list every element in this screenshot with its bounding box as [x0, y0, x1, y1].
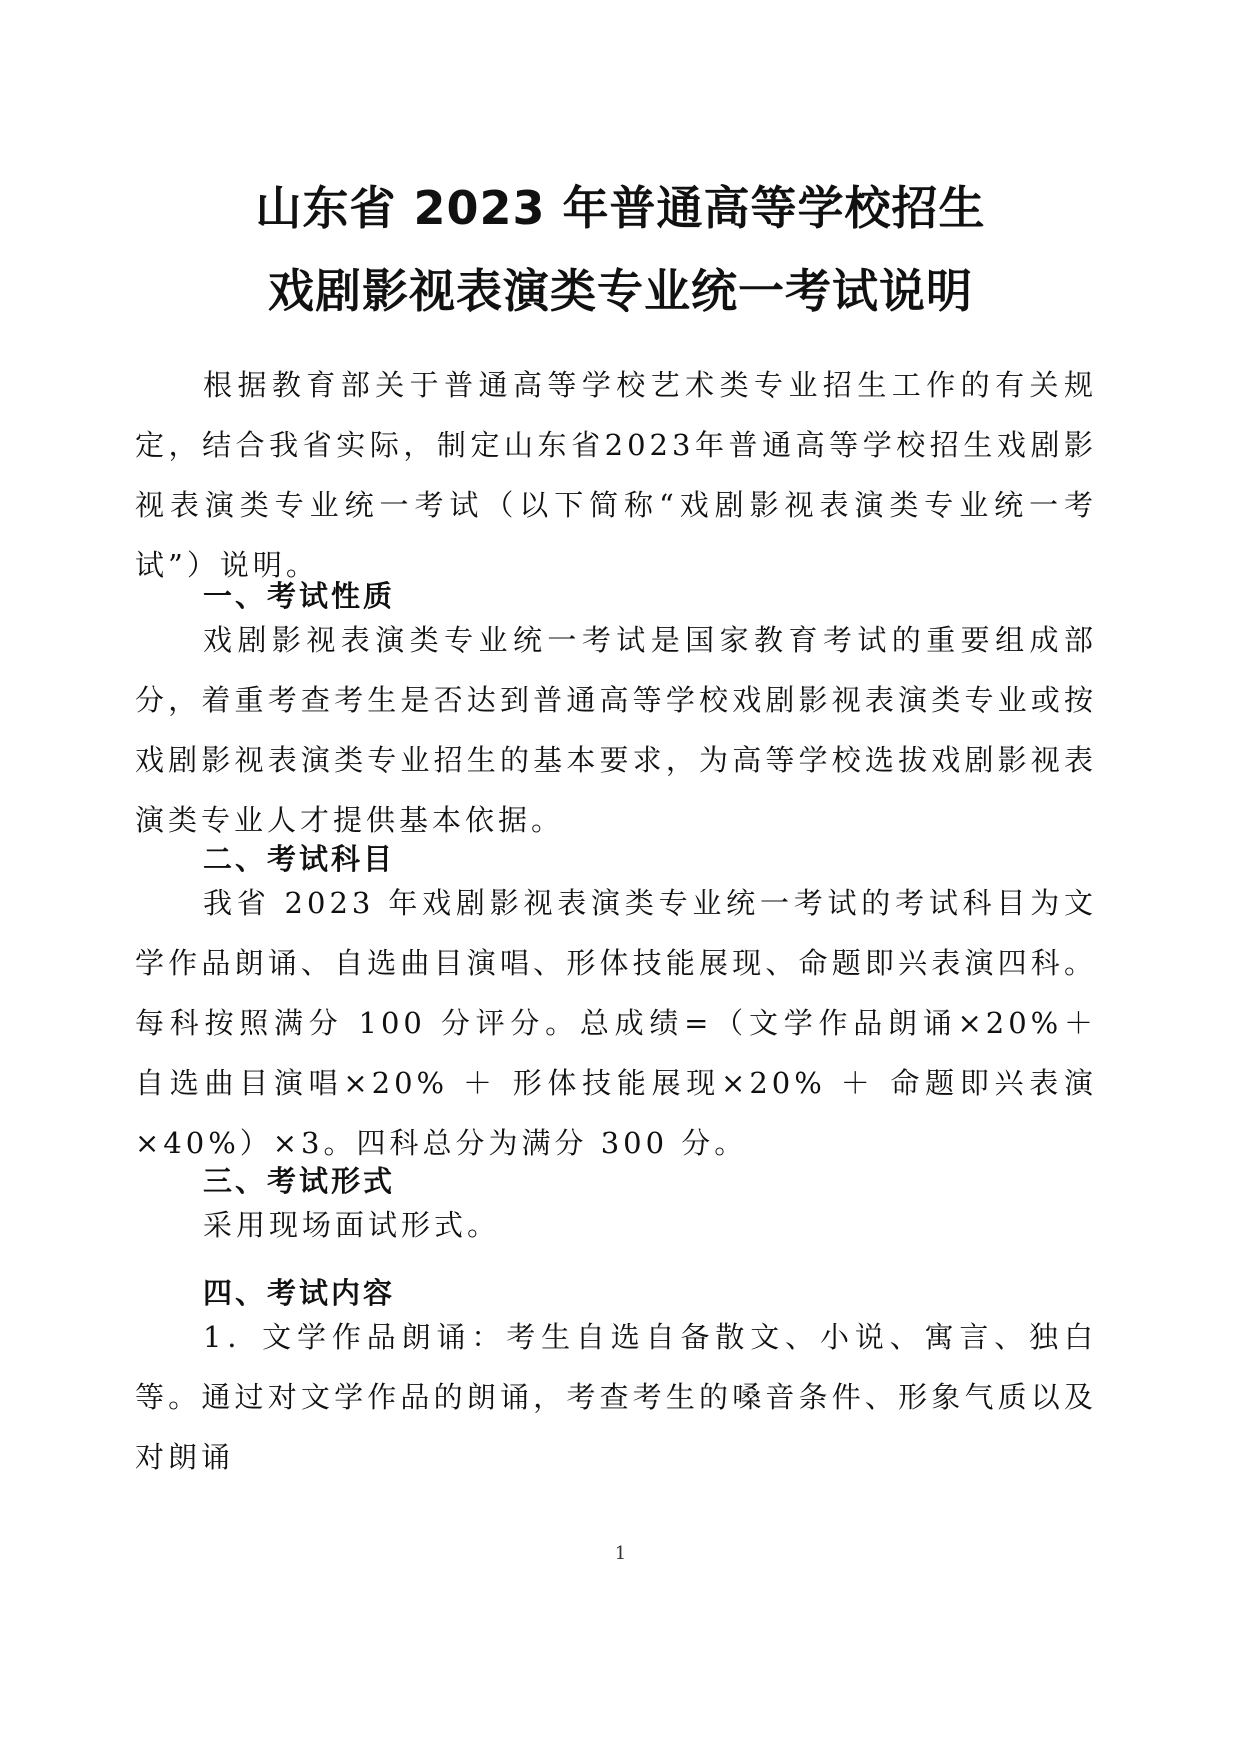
section-body-nature: 戏剧影视表演类专业统一考试是国家教育考试的重要组成部分，着重考查考生是否达到普通高等学校戏剧影视表演类专业或按戏剧影视表演类专业招生的基本要求，为高等学校选拔戏剧影视表演类专业人才提供基本依据。	[135, 623, 1097, 837]
document-title-line-2: 戏剧影视表演类专业统一考试说明	[268, 264, 973, 318]
intro-paragraph: 根据教育部关于普通高等学校艺术类专业招生工作的有关规定，结合我省实际，制定山东省2023年普通高等学校招生戏剧影视表演类专业统一考试（以下简称“戏剧影视表演类专业统一考试”）说明。	[135, 368, 1097, 582]
section-heading-content: 四、考试内容	[203, 1276, 396, 1310]
section-body-format: 采用现场面试形式。	[203, 1208, 501, 1242]
section-body-content: 1．文学作品朗诵：考生自选自备散文、小说、寓言、独白等。通过对文学作品的朗诵，考查考生的嗓音条件、形象气质以及对朗诵	[135, 1320, 1097, 1474]
section-heading-format: 三、考试形式	[203, 1164, 396, 1198]
page-number: 1	[614, 1543, 627, 1564]
document-title-line-1: 山东省 2023 年普通高等学校招生	[255, 181, 986, 235]
section-body-subjects: 我省 2023 年戏剧影视表演类专业统一考试的考试科目为文学作品朗诵、自选曲目演唱、形体技能展现、命题即兴表演四科。每科按照满分 100 分评分。总成绩=（文学作品朗诵×20%＋ 自选曲目演唱×20% ＋ 形体技能展现×20% ＋ 命题即兴表演×40%）×3。四科总分为满分 300 分。	[135, 886, 1097, 1160]
section-heading-subjects: 二、考试科目	[203, 842, 396, 876]
section-heading-nature: 一、考试性质	[203, 579, 396, 613]
